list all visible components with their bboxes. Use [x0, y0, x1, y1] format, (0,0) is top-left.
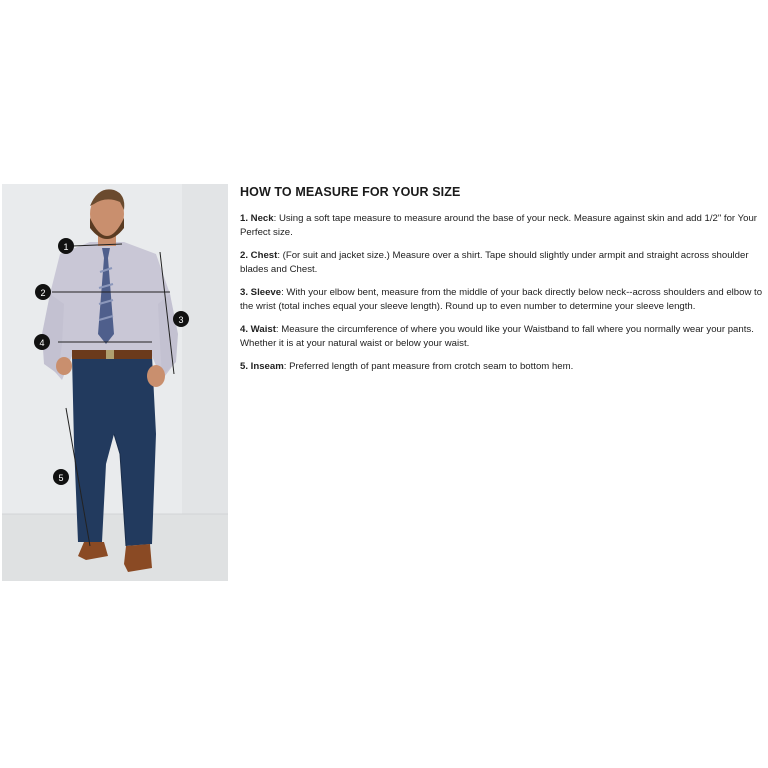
inseam-text: : Preferred length of pant measure from crotch seam to bottom hem. — [283, 361, 574, 372]
marker-2 — [35, 284, 51, 300]
sleeve-instruction — [240, 286, 766, 314]
sleeve-text: : With your elbow bent, measure from the middle of your back directly below neck--across shoulders and elbow to the wrist (total inches equal your sleeve length). Round up to even number to determine your sleeve length. — [240, 287, 763, 312]
neck-label: 1. Neck — [240, 213, 274, 224]
chest-label: 2. Chest — [240, 250, 278, 261]
inseam-label: 5. Inseam — [240, 361, 284, 372]
sleeve-label: 3. Sleeve — [240, 287, 282, 298]
neck-text: : Using a soft tape measure to measure around the base of your neck. Measure against skin and add 1/2" for Your Perfect size. — [240, 213, 757, 238]
waist-instruction — [240, 323, 766, 351]
chest-instruction — [240, 249, 766, 277]
instructions — [240, 184, 766, 383]
waist-text: : Measure the circumference of where you would like your Waistband to fall where you normally wear your pants. Whether it is at your natural waist or below your waist. — [240, 324, 754, 349]
marker-1 — [58, 238, 74, 254]
marker-5 — [53, 469, 69, 485]
inseam-instruction — [240, 360, 766, 374]
svg-text:4: 4 — [39, 338, 45, 348]
svg-text:5: 5 — [58, 473, 64, 483]
page-title: HOW TO MEASURE FOR YOUR SIZE — [240, 185, 461, 199]
svg-text:3: 3 — [178, 315, 184, 325]
chest-text: : (For suit and jacket size.) Measure over a shirt. Tape should slightly under armpit and straight across shoulder blades and Chest. — [240, 250, 749, 275]
svg-text:2: 2 — [40, 288, 46, 298]
marker-3 — [173, 311, 189, 327]
waist-label: 4. Waist — [240, 324, 276, 335]
neck-instruction — [240, 212, 766, 240]
man-illustration — [2, 184, 228, 581]
measurement-figure — [2, 184, 228, 581]
svg-text:1: 1 — [63, 242, 69, 252]
marker-4 — [34, 334, 50, 350]
